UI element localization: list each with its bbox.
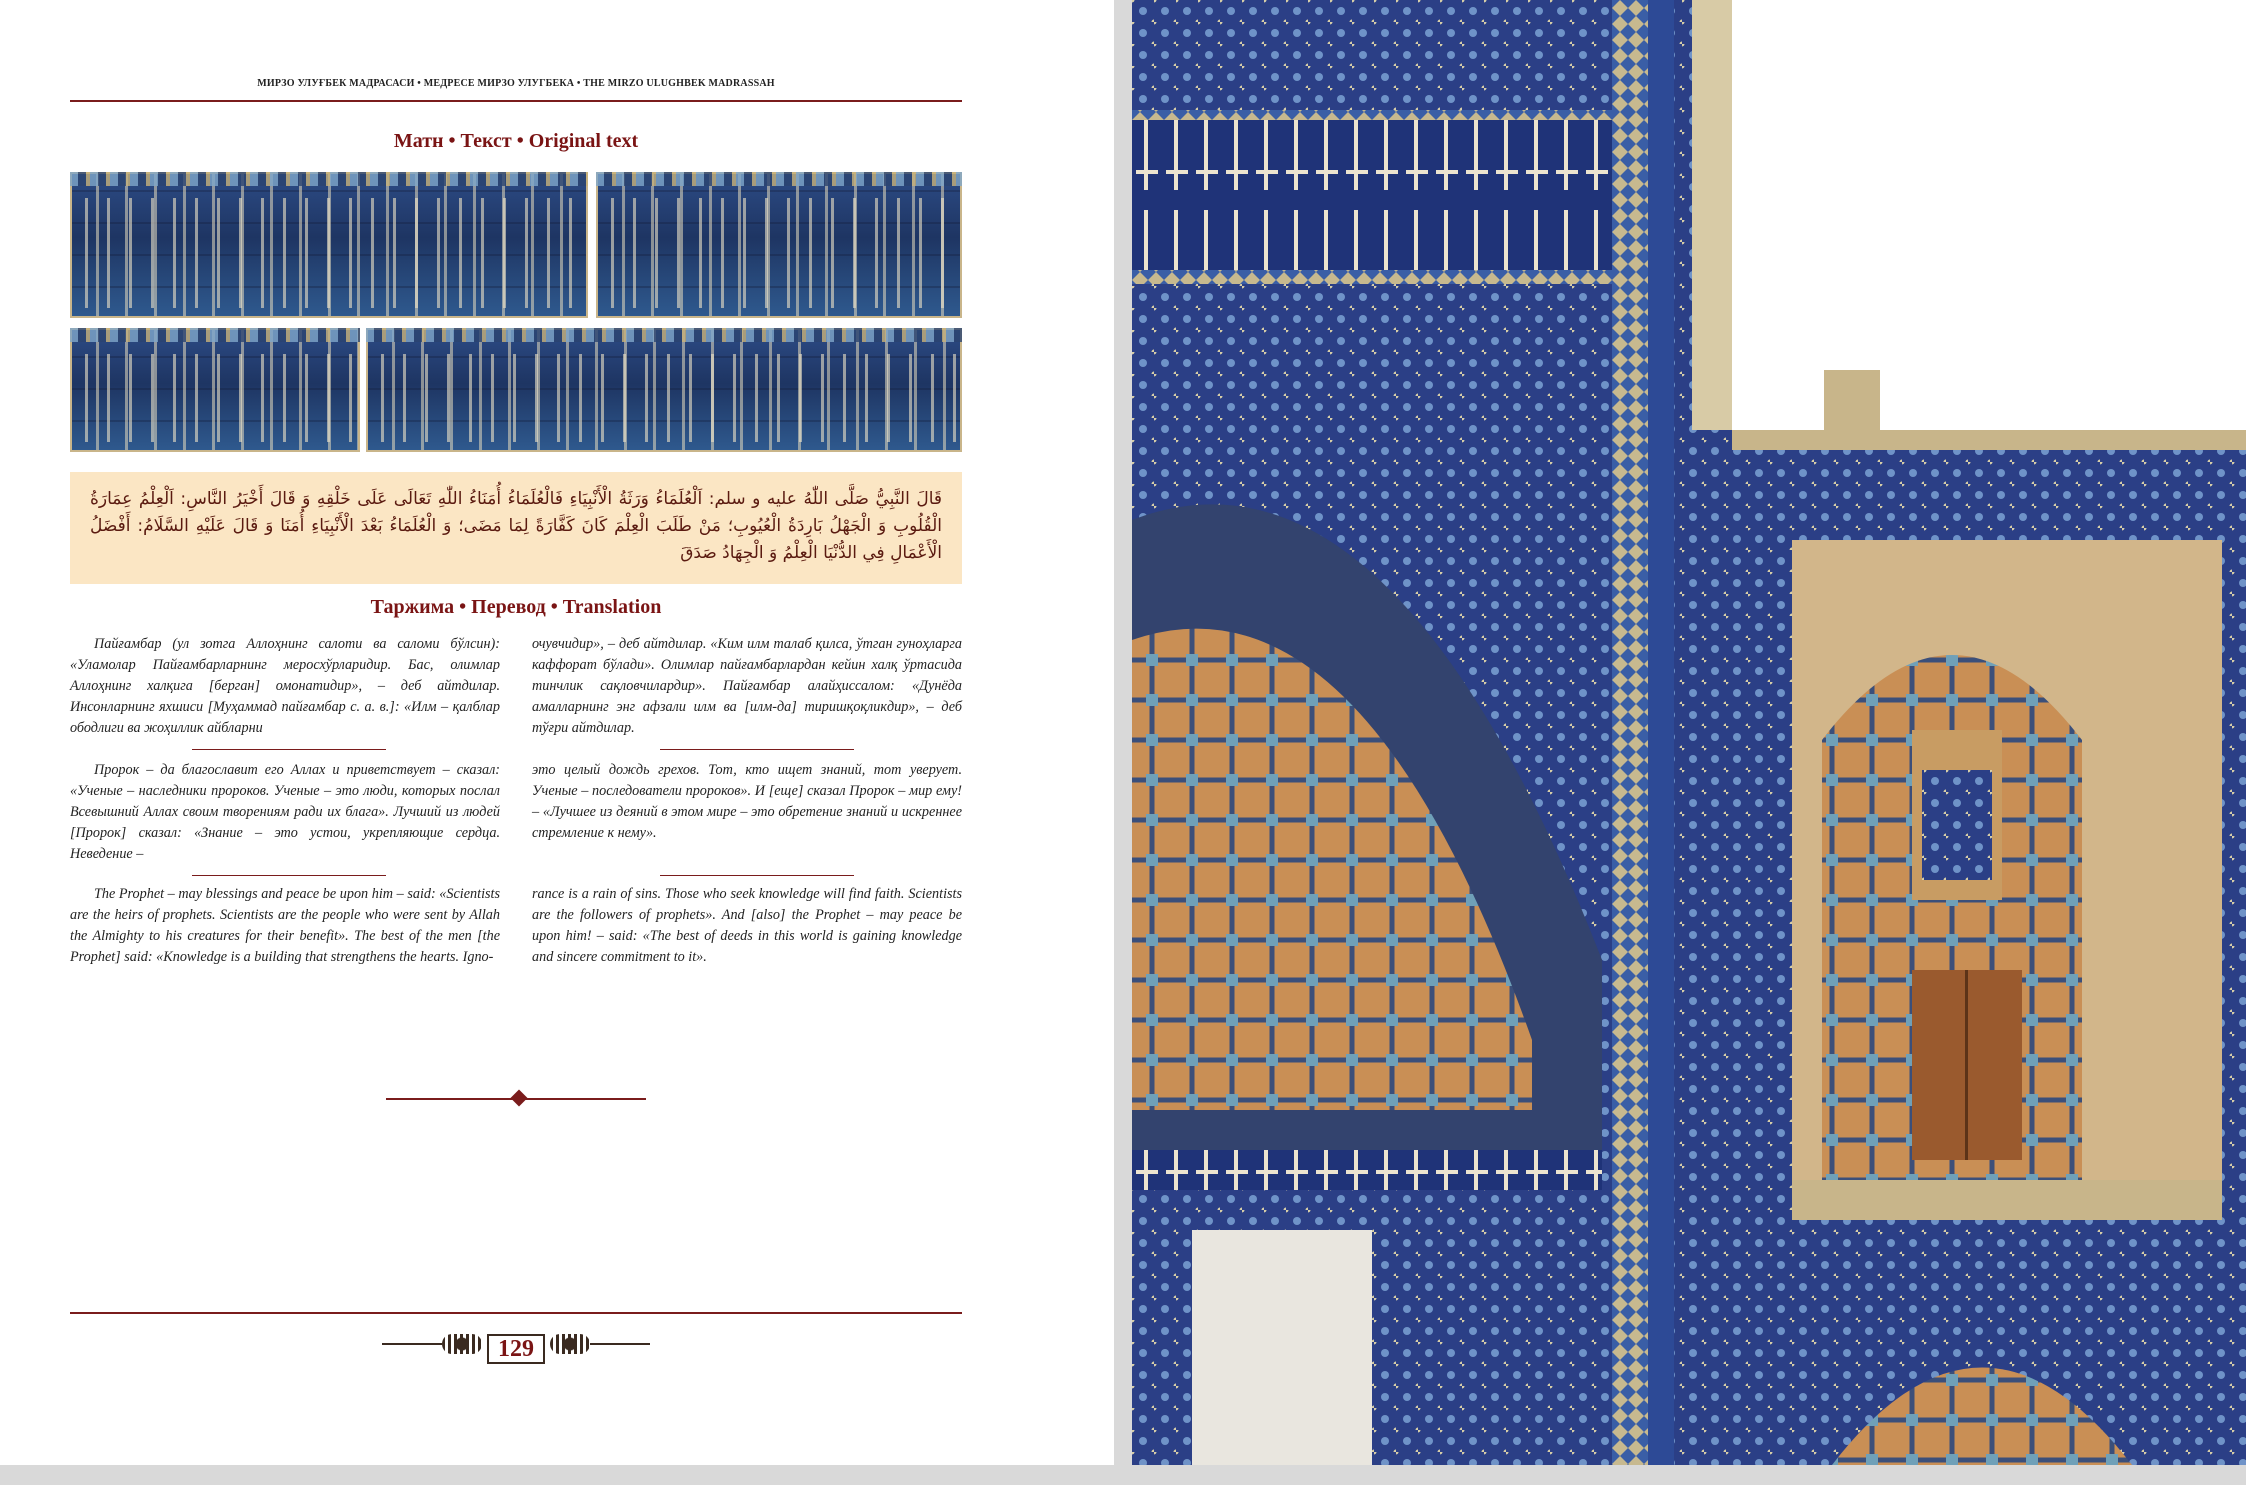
- arabic-original-text: قَالَ النَّبِيُّ صَلَّى اللّٰهُ عليه و سلم: اَلْعُلَمَاءُ وَرَثَةُ الْأَنْبِيَاءِ فَالْعُلَمَاءُ أُمَنَاءُ اللّٰهِ تَعَالَى عَلَى خَلْقِهِ وَ قَالَ أَخْيَرُ النَّاسِ: اَلْعِلْمُ عِمَارَةُ الْقُلُوبِ وَ الْجَهْلُ بَارِدَةُ الْعُيُوبِ؛ مَنْ طَلَبَ الْعِلْمَ كَانَ كَفَّارَةً لِمَا مَضَى؛ وَ الْعُلَمَاءُ بَعْدَ الْأَنْبِيَاءِ أُمَنَا وَ قَالَ عَلَيْهِ السَّلَامُ: أَفْضَلُ الْأَعْمَالِ فِي الدُّنْيَا الْعِلْمُ وَ الْجِهَادُ صَدَقَ: [70, 472, 962, 584]
- russian-text-left: [70, 760, 500, 865]
- left-page: [0, 0, 1114, 1465]
- running-header: МИРЗО УЛУҒБЕК МАДРАСАСИ • МЕДРЕСЕ МИРЗО УЛУГБЕКА • THE MIRZO ULUGHBEK MADRASSAH: [257, 78, 775, 89]
- english-text-right: [532, 884, 962, 968]
- inscription-photo-2: [596, 172, 962, 318]
- inscription-photo-3: [70, 328, 360, 452]
- inscription-photo-1: [70, 172, 588, 318]
- uzbek-text-left: [70, 634, 500, 739]
- folio-ornament-left: [382, 1343, 442, 1345]
- separator-rule: [660, 875, 854, 876]
- english-paragraph-left: The Prophet – may blessings and peace be upon him – said: «Scientists are the heirs of prophets. Scientists are the people who were sent by Allah the Almighty to his creatures for their benefit». The best of the men [the Prophet] said: «Knowledge is a building that strengthens the hearts. Igno-: [70, 886, 500, 965]
- header-rule: [70, 100, 962, 102]
- uzbek-text-right: [532, 634, 962, 739]
- original-text-heading: Матн • Текст • Original text: [393, 130, 639, 152]
- facade-illustration: [1132, 0, 2246, 1465]
- madrasah-facade-photo: [1132, 0, 2246, 1465]
- uzbek-paragraph-right: очувчидир», – деб айтдилар. «Ким илм талаб қилса, ўтган гуноҳларга каффорат бўлади». Олимлар пайғамбарлардан кейин халқ ўртасида тинчлик сақловчилардир». Пайғамбар алайҳиссалом: «Дунёда амалларнинг энг афзали илм ва [илм-да] тиришқоқликдир», – деб тўғри айтдилар.: [532, 636, 962, 736]
- folio-ornament-right: [590, 1343, 650, 1345]
- footer-rule: [70, 1312, 962, 1314]
- translation-heading: Таржима • Перевод • Translation: [370, 596, 662, 618]
- scroll-ornament-icon: [550, 1334, 590, 1354]
- page-number: 129: [487, 1334, 545, 1364]
- inscription-photo-4: [366, 328, 962, 452]
- separator-rule: [192, 749, 386, 750]
- russian-paragraph-left: Пророк – да благославит его Аллах и приветствует – сказал: «Ученые – наследники пророков. Ученые – это люди, которых послал Всевышний Аллах своим творениям ради их блага». Лучший из людей [Пророк] сказал: «Знание – это устои, укрепляющие сердца. Неведение –: [70, 762, 500, 862]
- english-paragraph-right: rance is a rain of sins. Those who seek knowledge will find faith. Scientists are the followers of prophets». And [also] the Prophet – may peace be upon him! – said: «The best of deeds in this world is gaining knowledge and sincere commitment to it».: [532, 886, 962, 965]
- diamond-ornament-icon: [511, 1090, 528, 1107]
- russian-text-right: [532, 760, 962, 844]
- english-text-left: [70, 884, 500, 968]
- uzbek-paragraph-left: Пайғамбар (ул зотга Аллоҳнинг салоти ва саломи бўлсин): «Уламолар Пайғамбарларнинг меросхўрларидир. Бас, олимлар Аллоҳнинг халқига [берган] омонатидир», – деб айтдилар. Инсонларнинг яхшиси [Муҳаммад пайғамбар с. а. в.]: «Илм – қалблар ободлиги ва жоҳиллик айбларни: [70, 636, 500, 736]
- separator-rule: [192, 875, 386, 876]
- separator-rule: [660, 749, 854, 750]
- scroll-ornament-icon: [442, 1334, 482, 1354]
- russian-paragraph-right: это целый дождь грехов. Тот, кто ищет знаний, тот уверует. Ученые – последователи пророков». И [еще] сказал Пророк – мир ему! – «Лучшее из деяний в этом мире – это обретение знаний и искреннее стремление к нему».: [532, 762, 962, 841]
